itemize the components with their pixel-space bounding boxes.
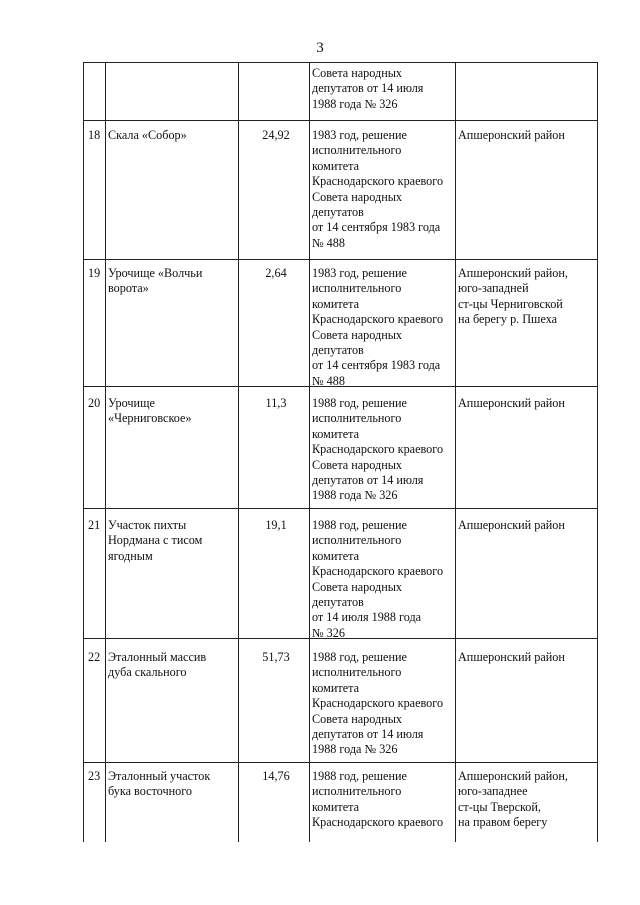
row-number: 21 — [88, 518, 101, 532]
column-divider — [455, 62, 456, 842]
location-cell: Апшеронский район — [458, 396, 565, 410]
location-cell: Апшеронский район, юго-западней ст-цы Черниговской на берегу р. Пшеха — [458, 266, 568, 327]
reserve-name: Эталонный участок бука восточного — [108, 769, 211, 799]
area-value: 14,76 — [262, 769, 290, 783]
column-divider — [238, 62, 239, 842]
area-value: 2,64 — [265, 266, 287, 280]
decision-cell: 1988 год, решение исполнительного комитета Краснодарского краевого Совета народных депутатов от 14 июля 1988 года № 326 — [312, 650, 444, 757]
location-cell: Апшеронский район — [458, 128, 565, 142]
row-number: 18 — [88, 128, 101, 142]
reserves-table — [83, 62, 598, 842]
reserve-name: Урочище «Волчьи ворота» — [108, 266, 203, 296]
area-value: 51,73 — [262, 650, 290, 664]
page-number: 3 — [316, 40, 324, 56]
decision-cell: Совета народных депутатов от 14 июля 1988 года № 326 — [312, 66, 424, 111]
reserve-name: Урочище «Черниговское» — [108, 396, 192, 426]
decision-cell: 1988 год, решение исполнительного комитета Краснодарского краевого Совета народных депутатов от 14 июля 1988 года № 326 — [312, 396, 444, 503]
reserve-name: Скала «Собор» — [108, 128, 187, 142]
area-value: 19,1 — [265, 518, 287, 532]
table-right-border — [597, 62, 598, 842]
decision-cell: 1988 год, решение исполнительного комитета Краснодарского краевого — [312, 769, 444, 830]
table-left-border — [83, 62, 84, 842]
reserve-name: Участок пихты Нордмана с тисом ягодным — [108, 518, 203, 563]
row-divider — [83, 259, 598, 260]
location-cell: Апшеронский район — [458, 650, 565, 664]
column-divider — [309, 62, 310, 842]
location-cell: Апшеронский район, юго-западнее ст-цы Тверской, на правом берегу — [458, 769, 568, 830]
decision-cell: 1988 год, решение исполнительного комитета Краснодарского краевого Совета народных депутатов от 14 июля 1988 года № 326 — [312, 518, 444, 640]
decision-cell: 1983 год, решение исполнительного комитета Краснодарского краевого Совета народных депутатов от 14 сентября 1983 года № 488 — [312, 128, 444, 250]
row-number: 19 — [88, 266, 101, 280]
row-divider — [83, 120, 598, 121]
row-number: 20 — [88, 396, 101, 410]
row-number: 22 — [88, 650, 101, 664]
row-number: 23 — [88, 769, 101, 783]
decision-cell: 1983 год, решение исполнительного комитета Краснодарского краевого Совета народных депутатов от 14 сентября 1983 года № 488 — [312, 266, 444, 388]
area-value: 11,3 — [265, 396, 287, 410]
reserve-name: Эталонный массив дуба скального — [108, 650, 207, 680]
row-divider — [83, 508, 598, 509]
row-divider — [83, 762, 598, 763]
table-top-border — [83, 62, 598, 63]
column-divider — [105, 62, 106, 842]
area-value: 24,92 — [262, 128, 290, 142]
location-cell: Апшеронский район — [458, 518, 565, 532]
